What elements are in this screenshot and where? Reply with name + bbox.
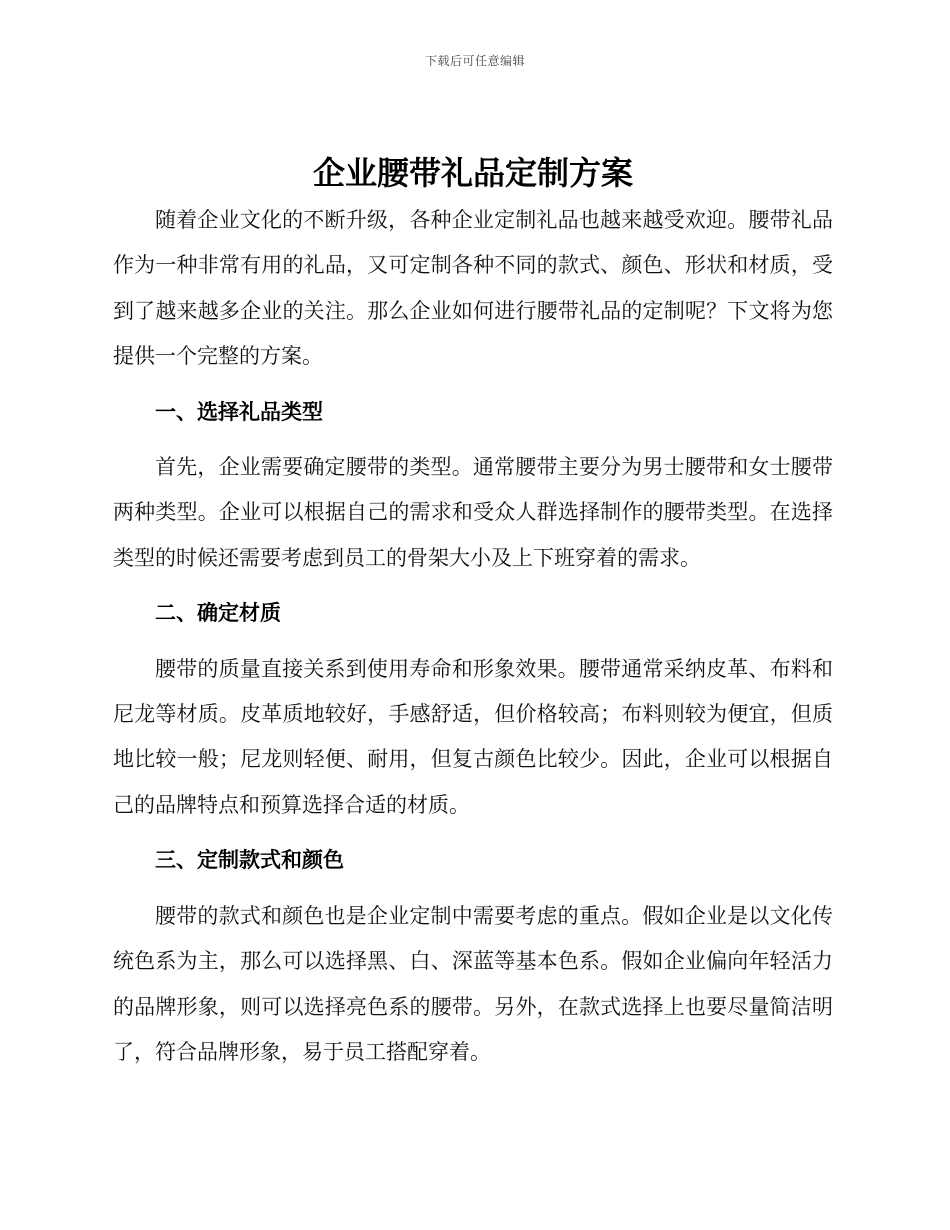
- spacer: [113, 637, 833, 647]
- intro-paragraph: 随着企业文化的不断升级，各种企业定制礼品也越来越受欢迎。腰带礼品作为一种非常有用的礼品，又可定制各种不同的款式、颜色、形状和材质，受到了越来越多企业的关注。那么企业如何进行腰带礼品的定制呢？下文将为您提供一个完整的方案。: [113, 208, 833, 369]
- spacer: [113, 380, 833, 390]
- spacer: [113, 828, 833, 838]
- spacer: [113, 581, 833, 591]
- spacer: [113, 884, 833, 894]
- section-body-style-color: 腰带的款式和颜色也是企业定制中需要考虑的重点。假如企业是以文化传统色系为主，那么可以选择黑、白、深蓝等基本色系。假如企业偏向年轻活力的品牌形象，则可以选择亮色系的腰带。另外，在款式选择上也要尽量简洁明了，符合品牌形象，易于员工搭配穿着。: [113, 903, 833, 1064]
- section-heading-material: 二、确定材质: [155, 601, 281, 626]
- page-header: 下载后可任意编辑: [424, 54, 525, 68]
- section-heading-type: 一、选择礼品类型: [155, 399, 323, 424]
- section-heading-style-color: 三、定制款式和颜色: [155, 848, 344, 873]
- section-body-material: 腰带的质量直接关系到使用寿命和形象效果。腰带通常采纳皮革、布料和尼龙等材质。皮革质地较好，手感舒适，但价格较高；布料则较为便宜，但质地比较一般；尼龙则轻便、耐用，但复古颜色比较少。因此，企业可以根据自己的品牌特点和预算选择合适的材质。: [113, 656, 833, 817]
- document-title: 企业腰带礼品定制方案: [312, 154, 633, 192]
- section-body-type: 首先，企业需要确定腰带的类型。通常腰带主要分为男士腰带和女士腰带两种类型。企业可以根据自己的需求和受众人群选择制作的腰带类型。在选择类型的时候还需要考虑到员工的骨架大小及上下班穿着的需求。: [113, 455, 833, 570]
- spacer: [113, 435, 833, 445]
- document-body: [113, 148, 833, 1075]
